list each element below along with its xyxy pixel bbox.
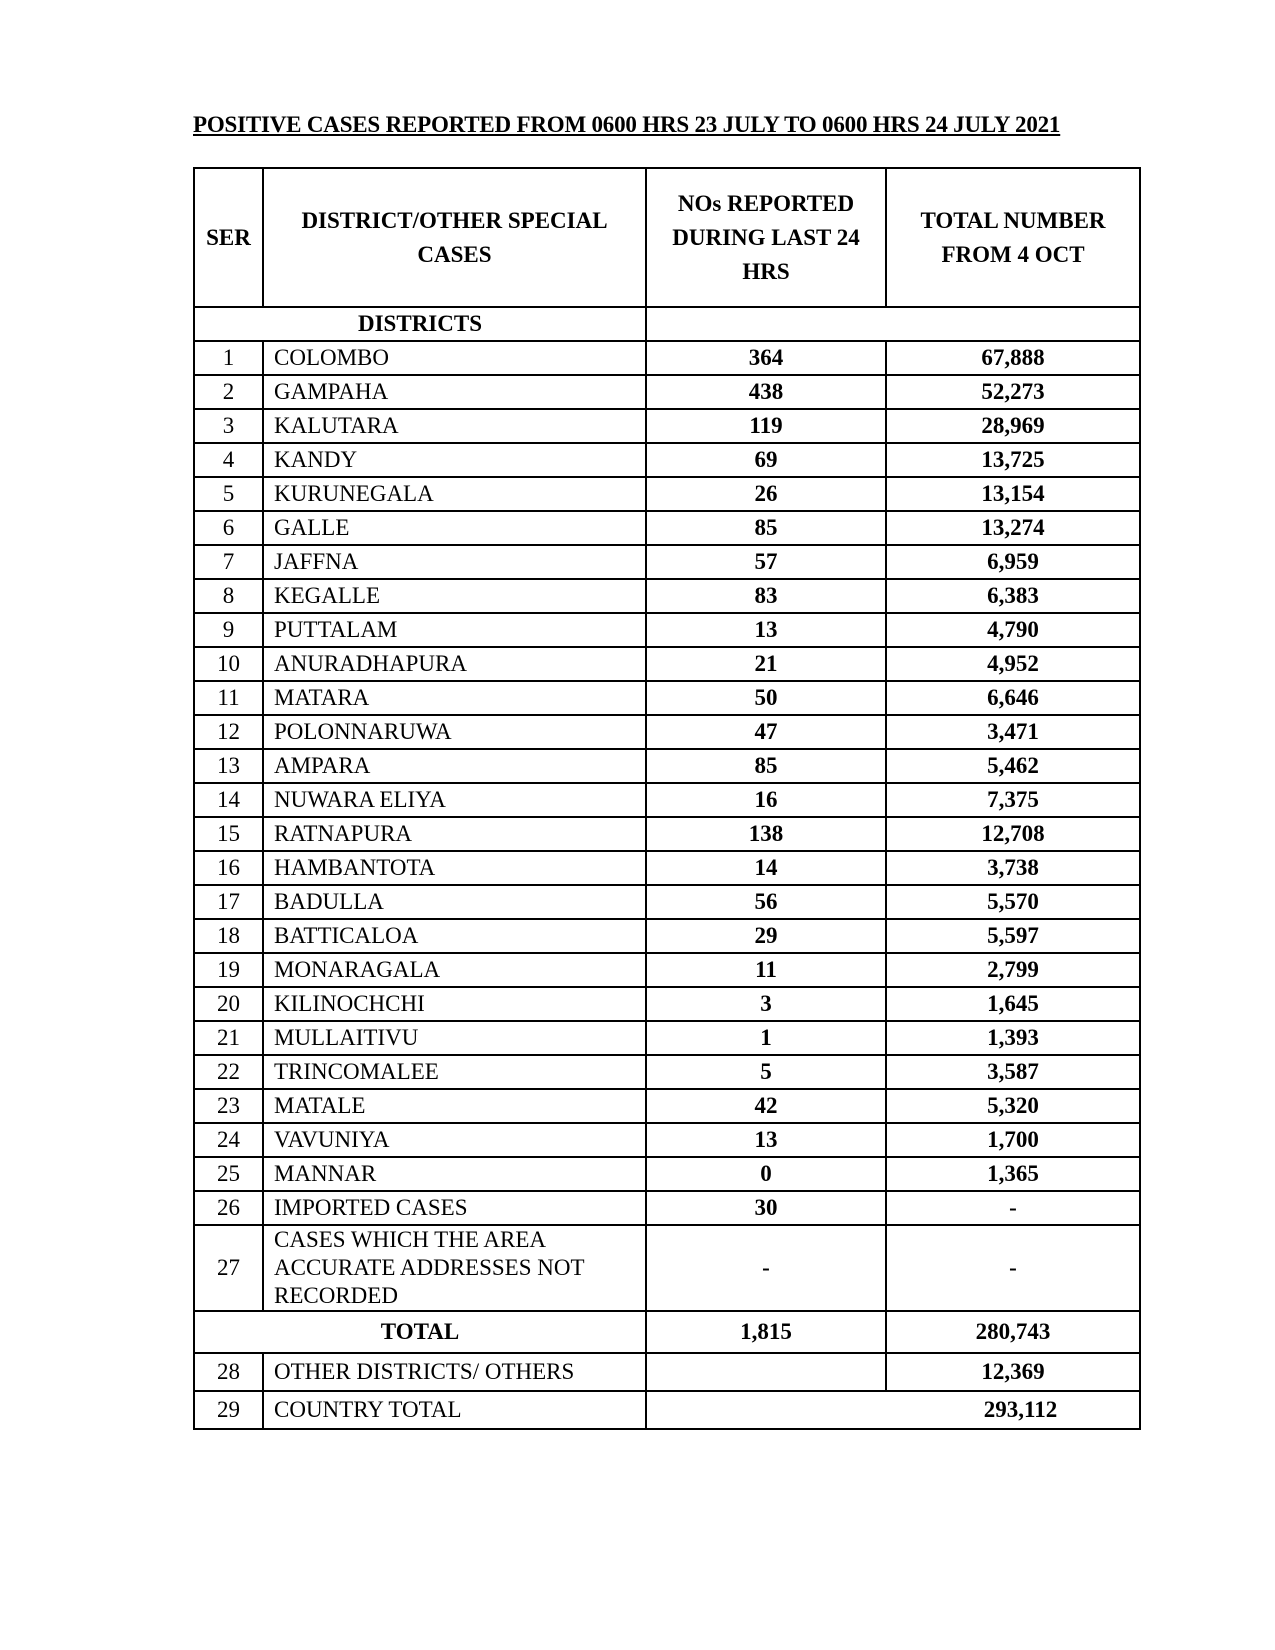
row-name: COLOMBO bbox=[263, 341, 646, 375]
table-row bbox=[194, 1157, 1140, 1191]
table-row bbox=[194, 749, 1140, 783]
row-name: KALUTARA bbox=[263, 409, 646, 443]
row-name: BADULLA bbox=[263, 885, 646, 919]
row-ser: 6 bbox=[194, 511, 263, 545]
row-name: RATNAPURA bbox=[263, 817, 646, 851]
row-name: ANURADHAPURA bbox=[263, 647, 646, 681]
table-row bbox=[194, 987, 1140, 1021]
row-last24: 85 bbox=[646, 749, 886, 783]
table-row bbox=[194, 851, 1140, 885]
row-last24: 21 bbox=[646, 647, 886, 681]
row-last24: 14 bbox=[646, 851, 886, 885]
table-row bbox=[194, 715, 1140, 749]
table-row bbox=[194, 1021, 1140, 1055]
table-row bbox=[194, 817, 1140, 851]
row-last24: - bbox=[646, 1225, 886, 1311]
row-last24 bbox=[646, 1353, 886, 1391]
row-total: 5,320 bbox=[886, 1089, 1140, 1123]
row-name: KEGALLE bbox=[263, 579, 646, 613]
table-row bbox=[194, 1353, 1140, 1391]
table-row bbox=[194, 1055, 1140, 1089]
row-ser: 3 bbox=[194, 409, 263, 443]
row-name: MANNAR bbox=[263, 1157, 646, 1191]
table-row bbox=[194, 1191, 1140, 1225]
row-ser: 21 bbox=[194, 1021, 263, 1055]
row-ser: 29 bbox=[194, 1391, 263, 1429]
row-name: MATARA bbox=[263, 681, 646, 715]
row-ser: 1 bbox=[194, 341, 263, 375]
row-name: OTHER DISTRICTS/ OTHERS bbox=[263, 1353, 646, 1391]
row-ser: 14 bbox=[194, 783, 263, 817]
row-name: GALLE bbox=[263, 511, 646, 545]
row-name: KILINOCHCHI bbox=[263, 987, 646, 1021]
total-row bbox=[194, 1311, 1140, 1353]
row-name: NUWARA ELIYA bbox=[263, 783, 646, 817]
table-row bbox=[194, 443, 1140, 477]
table-row bbox=[194, 647, 1140, 681]
row-total: 6,959 bbox=[886, 545, 1140, 579]
row-last24: 0 bbox=[646, 1157, 886, 1191]
row-name: MULLAITIVU bbox=[263, 1021, 646, 1055]
table-header-row bbox=[194, 168, 1140, 307]
row-name: JAFFNA bbox=[263, 545, 646, 579]
row-ser: 18 bbox=[194, 919, 263, 953]
row-total: 6,383 bbox=[886, 579, 1140, 613]
row-total: 1,645 bbox=[886, 987, 1140, 1021]
row-total: 3,738 bbox=[886, 851, 1140, 885]
row-total: 13,154 bbox=[886, 477, 1140, 511]
header-ser: SER bbox=[194, 168, 263, 307]
row-last24: 42 bbox=[646, 1089, 886, 1123]
row-ser: 7 bbox=[194, 545, 263, 579]
row-ser: 23 bbox=[194, 1089, 263, 1123]
row-last24: 5 bbox=[646, 1055, 886, 1089]
row-ser: 12 bbox=[194, 715, 263, 749]
row-total: 5,597 bbox=[886, 919, 1140, 953]
table-row bbox=[194, 1123, 1140, 1157]
row-last24: 364 bbox=[646, 341, 886, 375]
row-ser: 5 bbox=[194, 477, 263, 511]
table-row bbox=[194, 545, 1140, 579]
row-ser: 17 bbox=[194, 885, 263, 919]
row-name: KANDY bbox=[263, 443, 646, 477]
row-total: 4,790 bbox=[886, 613, 1140, 647]
table-row bbox=[194, 1089, 1140, 1123]
total-label: TOTAL bbox=[194, 1311, 646, 1353]
table-row bbox=[194, 783, 1140, 817]
row-total: 3,587 bbox=[886, 1055, 1140, 1089]
table-row bbox=[194, 579, 1140, 613]
row-name: KURUNEGALA bbox=[263, 477, 646, 511]
row-ser: 27 bbox=[194, 1225, 263, 1311]
row-ser: 15 bbox=[194, 817, 263, 851]
row-total: 1,393 bbox=[886, 1021, 1140, 1055]
table-row bbox=[194, 681, 1140, 715]
row-name: MONARAGALA bbox=[263, 953, 646, 987]
row-last24: 69 bbox=[646, 443, 886, 477]
total-total: 280,743 bbox=[886, 1311, 1140, 1353]
row-ser: 25 bbox=[194, 1157, 263, 1191]
row-ser: 11 bbox=[194, 681, 263, 715]
row-name: TRINCOMALEE bbox=[263, 1055, 646, 1089]
row-last24: 30 bbox=[646, 1191, 886, 1225]
row-last24: 138 bbox=[646, 817, 886, 851]
row-name: HAMBANTOTA bbox=[263, 851, 646, 885]
cases-table bbox=[193, 167, 1141, 1430]
row-ser: 10 bbox=[194, 647, 263, 681]
row-last24: 57 bbox=[646, 545, 886, 579]
row-ser: 28 bbox=[194, 1353, 263, 1391]
row-name: AMPARA bbox=[263, 749, 646, 783]
row-total: 1,700 bbox=[886, 1123, 1140, 1157]
row-last24: 119 bbox=[646, 409, 886, 443]
table-row bbox=[194, 409, 1140, 443]
row-total: - bbox=[886, 1225, 1140, 1311]
row-total: 4,952 bbox=[886, 647, 1140, 681]
table-row bbox=[194, 341, 1140, 375]
row-last24: 50 bbox=[646, 681, 886, 715]
row-ser: 20 bbox=[194, 987, 263, 1021]
header-district: DISTRICT/OTHER SPECIAL CASES bbox=[263, 168, 646, 307]
row-last24: 47 bbox=[646, 715, 886, 749]
table-row bbox=[194, 375, 1140, 409]
row-ser: 19 bbox=[194, 953, 263, 987]
table-row bbox=[194, 919, 1140, 953]
row-total: 3,471 bbox=[886, 715, 1140, 749]
row-last24: 83 bbox=[646, 579, 886, 613]
row-ser: 2 bbox=[194, 375, 263, 409]
table-row bbox=[194, 885, 1140, 919]
row-total: 28,969 bbox=[886, 409, 1140, 443]
section-row bbox=[194, 307, 1140, 341]
row-total: 1,365 bbox=[886, 1157, 1140, 1191]
row-ser: 26 bbox=[194, 1191, 263, 1225]
report-title: POSITIVE CASES REPORTED FROM 0600 HRS 23 JULY TO 0600 HRS 24 JULY 2021 bbox=[193, 112, 1061, 137]
total-last24: 1,815 bbox=[646, 1311, 886, 1353]
table-row bbox=[194, 1225, 1140, 1311]
row-total: 7,375 bbox=[886, 783, 1140, 817]
row-ser: 4 bbox=[194, 443, 263, 477]
section-empty bbox=[646, 307, 1140, 341]
row-total: 52,273 bbox=[886, 375, 1140, 409]
table-row bbox=[194, 953, 1140, 987]
row-total: 12,708 bbox=[886, 817, 1140, 851]
table-row bbox=[194, 1391, 1140, 1429]
row-name: IMPORTED CASES bbox=[263, 1191, 646, 1225]
row-ser: 16 bbox=[194, 851, 263, 885]
row-total: 67,888 bbox=[886, 341, 1140, 375]
row-name: CASES WHICH THE AREA ACCURATE ADDRESSES NOT RECORDED bbox=[263, 1225, 646, 1311]
row-total: 2,799 bbox=[886, 953, 1140, 987]
row-ser: 8 bbox=[194, 579, 263, 613]
row-last24: 29 bbox=[646, 919, 886, 953]
table-row bbox=[194, 511, 1140, 545]
section-label: DISTRICTS bbox=[194, 307, 646, 341]
row-last24: 438 bbox=[646, 375, 886, 409]
row-last24: 26 bbox=[646, 477, 886, 511]
row-total: 5,462 bbox=[886, 749, 1140, 783]
row-ser: 13 bbox=[194, 749, 263, 783]
row-total: 13,725 bbox=[886, 443, 1140, 477]
row-last24: 11 bbox=[646, 953, 886, 987]
row-name: PUTTALAM bbox=[263, 613, 646, 647]
row-last24: 13 bbox=[646, 1123, 886, 1157]
row-total: - bbox=[886, 1191, 1140, 1225]
row-last24: 56 bbox=[646, 885, 886, 919]
row-total: 5,570 bbox=[886, 885, 1140, 919]
row-ser: 22 bbox=[194, 1055, 263, 1089]
row-name: BATTICALOA bbox=[263, 919, 646, 953]
country-total: 293,112 bbox=[646, 1391, 1140, 1429]
row-ser: 9 bbox=[194, 613, 263, 647]
table-row bbox=[194, 613, 1140, 647]
header-total: TOTAL NUMBER FROM 4 OCT bbox=[886, 168, 1140, 307]
row-name: GAMPAHA bbox=[263, 375, 646, 409]
row-total: 13,274 bbox=[886, 511, 1140, 545]
table-row bbox=[194, 477, 1140, 511]
row-last24: 13 bbox=[646, 613, 886, 647]
row-last24: 3 bbox=[646, 987, 886, 1021]
header-last24: NOs REPORTED DURING LAST 24 HRS bbox=[646, 168, 886, 307]
row-last24: 1 bbox=[646, 1021, 886, 1055]
row-name: VAVUNIYA bbox=[263, 1123, 646, 1157]
row-name: COUNTRY TOTAL bbox=[263, 1391, 646, 1429]
row-ser: 24 bbox=[194, 1123, 263, 1157]
row-name: POLONNARUWA bbox=[263, 715, 646, 749]
row-last24: 16 bbox=[646, 783, 886, 817]
row-total: 6,646 bbox=[886, 681, 1140, 715]
row-last24: 85 bbox=[646, 511, 886, 545]
row-name: MATALE bbox=[263, 1089, 646, 1123]
row-total: 12,369 bbox=[886, 1353, 1140, 1391]
